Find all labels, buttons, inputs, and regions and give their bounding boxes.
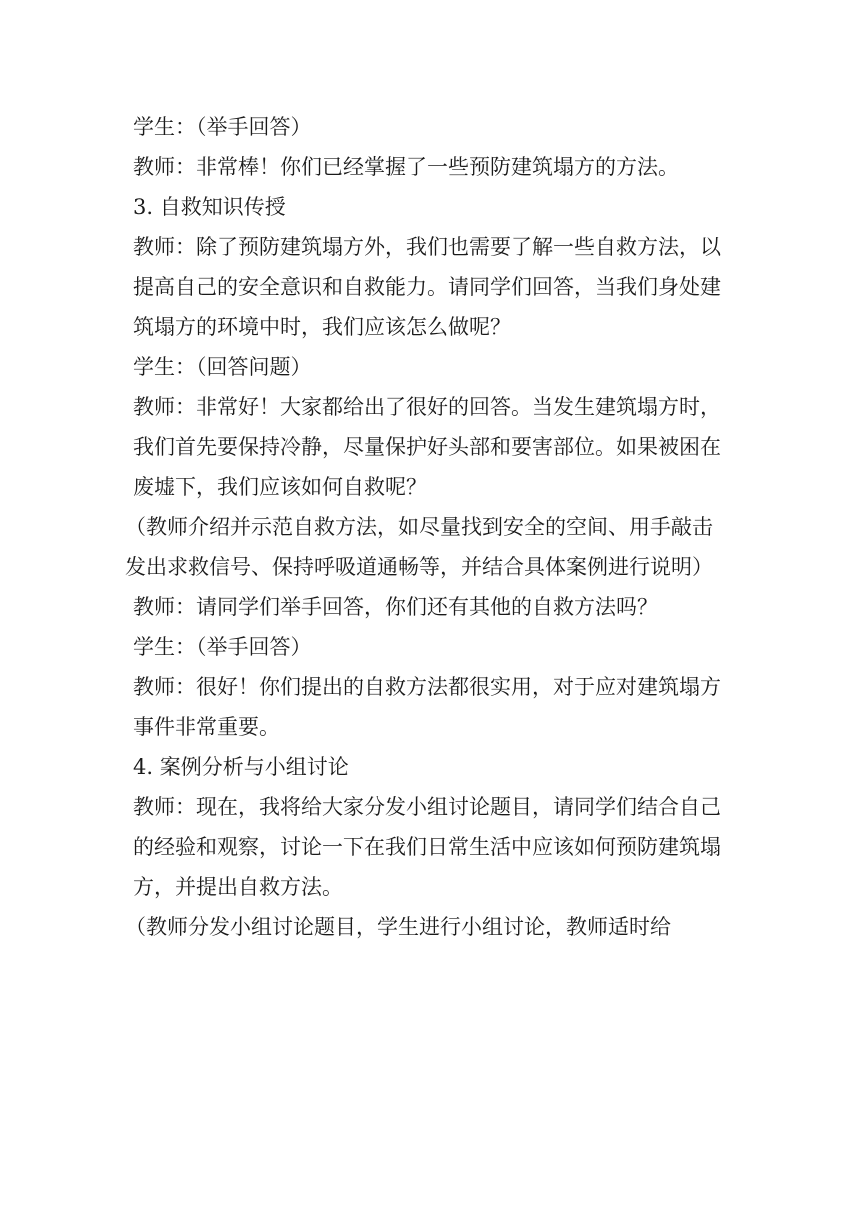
paragraph-teacher-praise: 教师：非常棒！你们已经掌握了一些预防建筑塌方的方法。	[133, 155, 679, 179]
paragraph-discussion-note: （教师分发小组讨论题目，学生进行小组讨论，教师适时给	[125, 915, 671, 939]
paragraph-demo-note: （教师介绍并示范自救方法，如尽量找到安全的空间、用手敲击发出求救信号、保持呼吸道通畅等，并结合具体案例进行说明）	[125, 515, 713, 579]
paragraph-student-raise-hand: 学生：（举手回答）	[133, 115, 312, 139]
paragraph-student-raise-hand-2: 学生：（举手回答）	[133, 635, 312, 659]
section-heading-self-rescue: 3. 自救知识传授	[133, 195, 286, 219]
paragraph-teacher-explain: 教师：非常好！大家都给出了很好的回答。当发生建筑塌方时，我们首先要保持冷静，尽量保护好头部和要害部位。如果被困在废墟下，我们应该如何自救呢？	[133, 395, 721, 499]
paragraph-teacher-ask-more: 教师：请同学们举手回答，你们还有其他的自救方法吗？	[133, 595, 658, 619]
paragraph-teacher-summary: 教师：很好！你们提出的自救方法都很实用，对于应对建筑塌方事件非常重要。	[133, 675, 721, 739]
paragraph-student-answer: 学生：（回答问题）	[133, 355, 312, 379]
paragraph-teacher-question: 教师：除了预防建筑塌方外，我们也需要了解一些自救方法，以提高自己的安全意识和自救能力。请同学们回答，当我们身处建筑塌方的环境中时，我们应该怎么做呢？	[133, 235, 721, 339]
paragraph-teacher-discussion: 教师：现在，我将给大家分发小组讨论题目，请同学们结合自己的经验和观察，讨论一下在我们日常生活中应该如何预防建筑塌方，并提出自救方法。	[133, 795, 721, 899]
document-body	[125, 107, 733, 947]
section-heading-case-analysis: 4. 案例分析与小组讨论	[133, 755, 349, 779]
